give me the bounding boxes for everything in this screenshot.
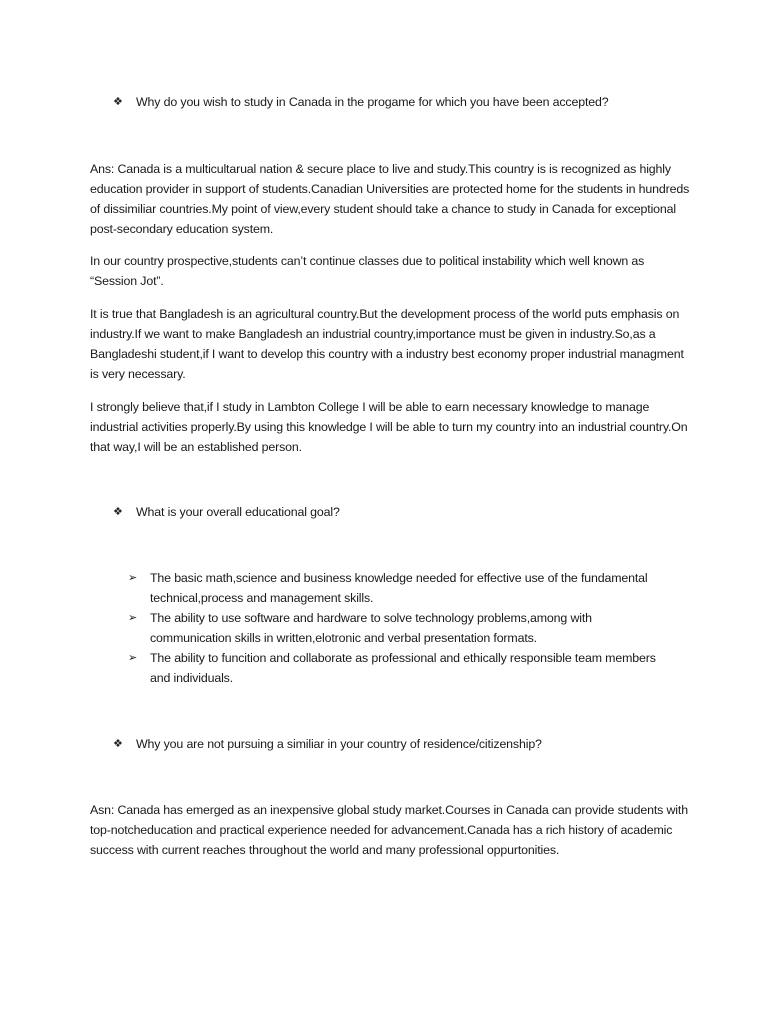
answer-1-paragraph-3: It is true that Bangladesh is an agricultural country.But the development process of the world puts emphasis on industry.If we want to make Bangladesh an industrial country,importance must be given in industry.So,as a Bangladeshi student,if I want to develop this country with a industry best economy proper industrial managment is very necessary. (90, 307, 684, 381)
diamond-bullet-icon: ❖ (113, 96, 123, 108)
goal-list-item (128, 608, 670, 648)
goal-list-item (128, 648, 670, 688)
question-2-text: What is your overall educational goal? (136, 505, 340, 519)
arrow-bullet-icon: ➢ (128, 612, 138, 624)
answer-1-paragraph-2: In our country prospective,students can’t continue classes due to political instability which well known as “Session Jot”. (90, 254, 645, 288)
question-1-text: Why do you wish to study in Canada in the progame for which you have been accepted? (136, 95, 609, 109)
arrow-bullet-icon: ➢ (128, 572, 138, 584)
answer-1-paragraph-1: Ans: Canada is a multicultarual nation & secure place to live and study.This country is is recognized as highly education provider in support of students.Canadian Universities are protected home for the students in hundreds of dissimiliar countries.My point of view,every student should take a chance to study in Canada for exceptional post-secondary education system. (90, 162, 690, 236)
diamond-bullet-icon: ❖ (113, 738, 123, 750)
question-2 (113, 502, 696, 522)
goal-item-text: The ability to use software and hardware to solve technology problems,among with communication skills in written,elotronic and verbal presentation formats. (150, 611, 592, 645)
goal-item-text: The ability to funcition and collaborate as professional and ethically responsible team members and individuals. (150, 651, 656, 685)
goal-item-text: The basic math,science and business knowledge needed for effective use of the fundamental technical,process and management skills. (150, 571, 648, 605)
question-3-text: Why you are not pursuing a similiar in your country of residence/citizenship? (136, 737, 542, 751)
answer-1-paragraph-4: I strongly believe that,if I study in Lambton College I will be able to earn necessary knowledge to manage industrial activities properly.By using this knowledge I will be able to turn my country into an industrial country.On that way,I will be an established person. (90, 400, 688, 454)
answer-3-paragraph: Asn: Canada has emerged as an inexpensive global study market.Courses in Canada can provide students with top-notcheducation and practical experience needed for advancement.Canada has a rich history of academic success with current reaches throughout the world and many professional oppurtonities. (90, 803, 688, 857)
question-3 (113, 734, 696, 754)
diamond-bullet-icon: ❖ (113, 506, 123, 518)
goal-list-item (128, 568, 670, 608)
arrow-bullet-icon: ➢ (128, 652, 138, 664)
question-1 (113, 92, 696, 112)
